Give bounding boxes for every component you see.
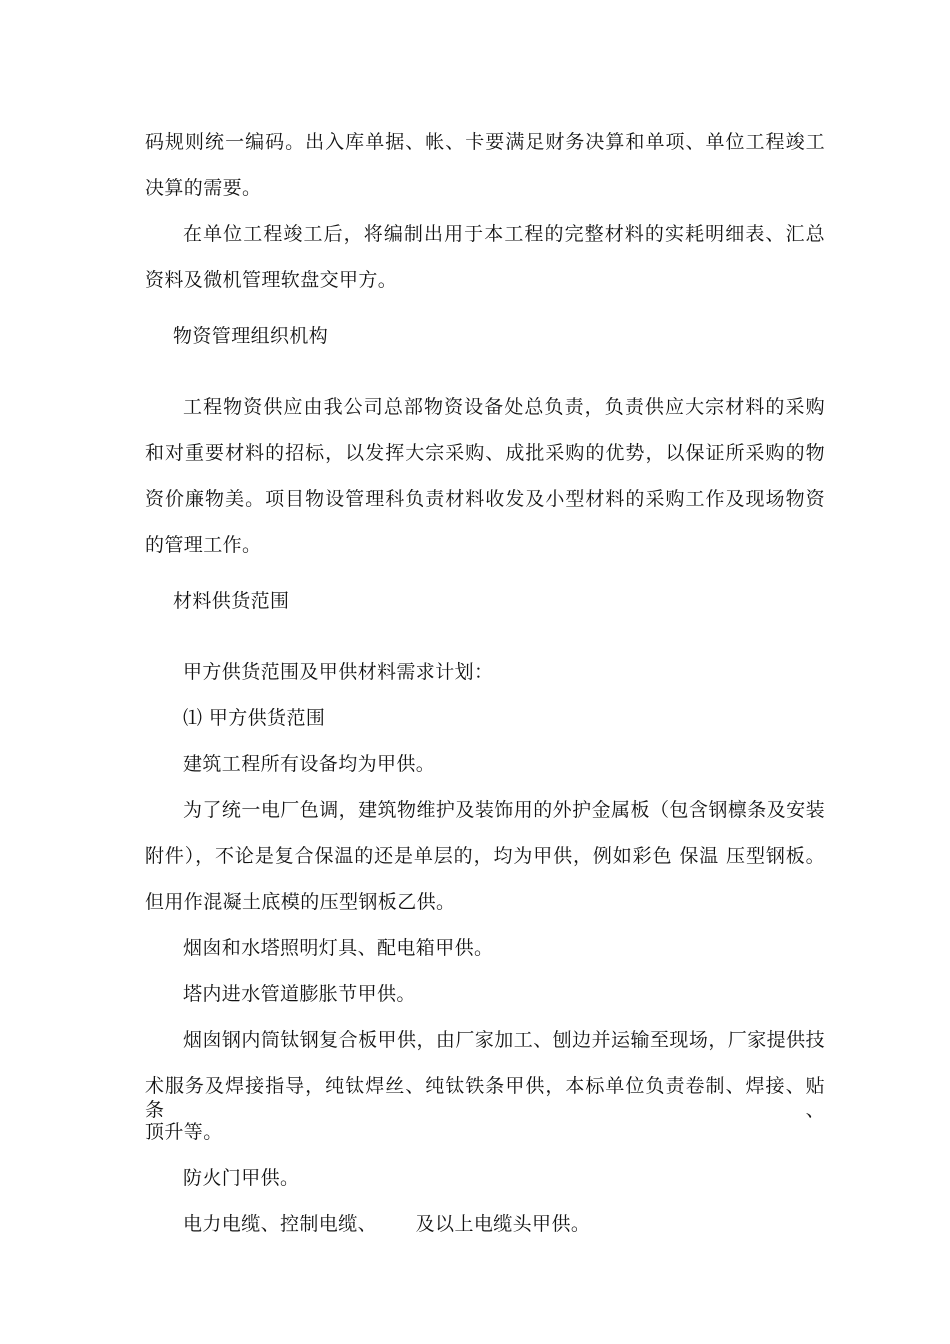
paragraph-line-21: 电力电缆、控制电缆、 及以上电缆头甲供。 xyxy=(183,1213,591,1235)
paragraph-line-13: 附件），不论是复合保温的还是单层的，均为甲供，例如彩色 保温 压型钢板。 xyxy=(145,845,825,867)
paragraph-line-8: 的管理工作。 xyxy=(145,534,262,556)
paragraph-line-4: 资料及微机管理软盘交甲方。 xyxy=(145,269,398,291)
paragraph-line-18: 术服务及焊接指导，纯钛焊丝、纯钛铁条甲供，本标单位负责卷制、焊接、贴条、 xyxy=(145,1075,825,1121)
paragraph-line-16: 塔内进水管道膨胀节甲供。 xyxy=(183,983,416,1005)
list-item-1-label: ⑴ 甲方供货范围 xyxy=(183,707,326,729)
paragraph-line-3: 在单位工程竣工后，将编制出用于本工程的完整材料的实耗明细表、汇总 xyxy=(183,223,825,245)
paragraph-line-6: 和对重要材料的招标，以发挥大宗采购、成批采购的优势，以保证所采购的物 xyxy=(145,442,825,464)
paragraph-line-17: 烟囱钢内筒钛钢复合板甲供，由厂家加工、刨边并运输至现场，厂家提供技 xyxy=(183,1029,825,1051)
section-heading-supply-scope: 材料供货范围 xyxy=(173,590,290,612)
paragraph-line-19: 顶升等。 xyxy=(145,1121,223,1143)
paragraph-line-2: 决算的需要。 xyxy=(145,177,262,199)
paragraph-line-1: 码规则统一编码。出入库单据、帐、卡要满足财务决算和单项、单位工程竣工 xyxy=(145,131,825,153)
paragraph-line-9: 甲方供货范围及甲供材料需求计划： xyxy=(183,661,494,683)
paragraph-line-14: 但用作混凝土底模的压型钢板乙供。 xyxy=(145,891,456,913)
paragraph-line-20: 防火门甲供。 xyxy=(183,1167,300,1189)
paragraph-line-5: 工程物资供应由我公司总部物资设备处总负责，负责供应大宗材料的采购 xyxy=(183,396,825,418)
paragraph-line-7: 资价廉物美。项目物设管理科负责材料收发及小型材料的采购工作及现场物资 xyxy=(145,488,825,510)
paragraph-line-12: 为了统一电厂色调，建筑物维护及装饰用的外护金属板（包含钢檩条及安装 xyxy=(183,799,825,821)
paragraph-line-15: 烟囱和水塔照明灯具、配电箱甲供。 xyxy=(183,937,494,959)
paragraph-line-11: 建筑工程所有设备均为甲供。 xyxy=(183,753,436,775)
section-heading-material-management-org: 物资管理组织机构 xyxy=(173,325,329,347)
